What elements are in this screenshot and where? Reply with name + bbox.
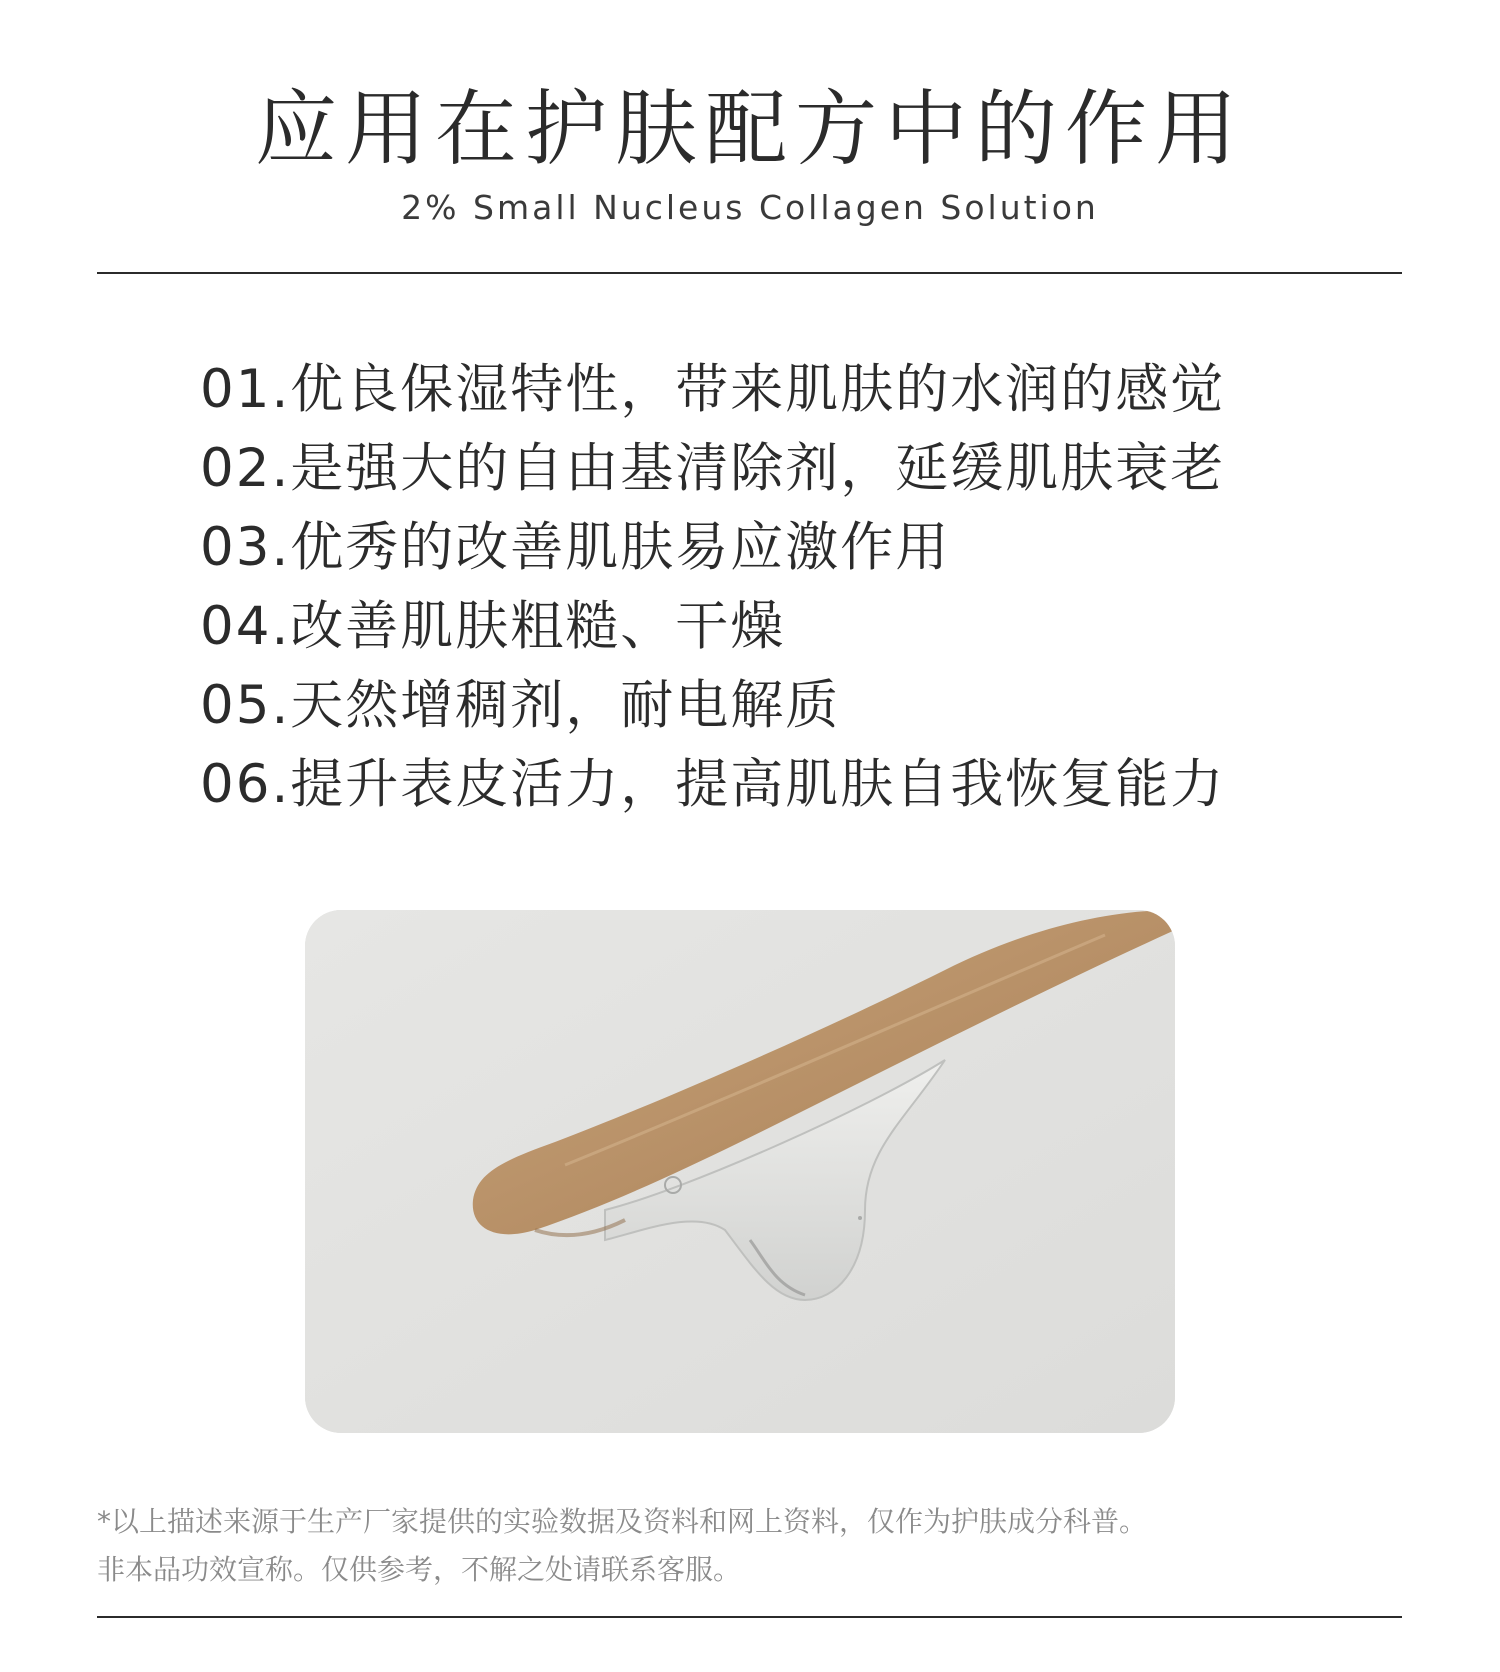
bottom-divider (97, 1616, 1402, 1618)
product-photo (305, 910, 1175, 1433)
benefit-item: 03.优秀的改善肌肤易应激作用 (200, 517, 951, 578)
benefit-item: 01.优良保湿特性，带来肌肤的水润的感觉 (200, 359, 1226, 420)
top-divider (97, 272, 1402, 274)
benefit-item: 04.改善肌肤粗糙、干燥 (200, 596, 786, 657)
page-subtitle: 2% Small Nucleus Collagen Solution (401, 188, 1099, 227)
disclaimer-line-2: 非本品功效宣称。仅供参考，不解之处请联系客服。 (97, 1553, 742, 1586)
disclaimer-line-1: *以上描述来源于生产厂家提供的实验数据及资料和网上资料，仅作为护肤成分科普。 (97, 1505, 1148, 1538)
disclaimer (97, 1498, 1402, 1594)
benefits-list (200, 350, 1225, 824)
page-title: 应用在护肤配方中的作用 (254, 82, 1245, 177)
benefit-item: 05.天然增稠剂，耐电解质 (200, 675, 841, 736)
spatula-gel-illustration (305, 910, 1175, 1433)
benefit-item: 02.是强大的自由基清除剂，延缓肌肤衰老 (200, 438, 1226, 499)
benefit-item: 06.提升表皮活力，提高肌肤自我恢复能力 (200, 754, 1226, 815)
